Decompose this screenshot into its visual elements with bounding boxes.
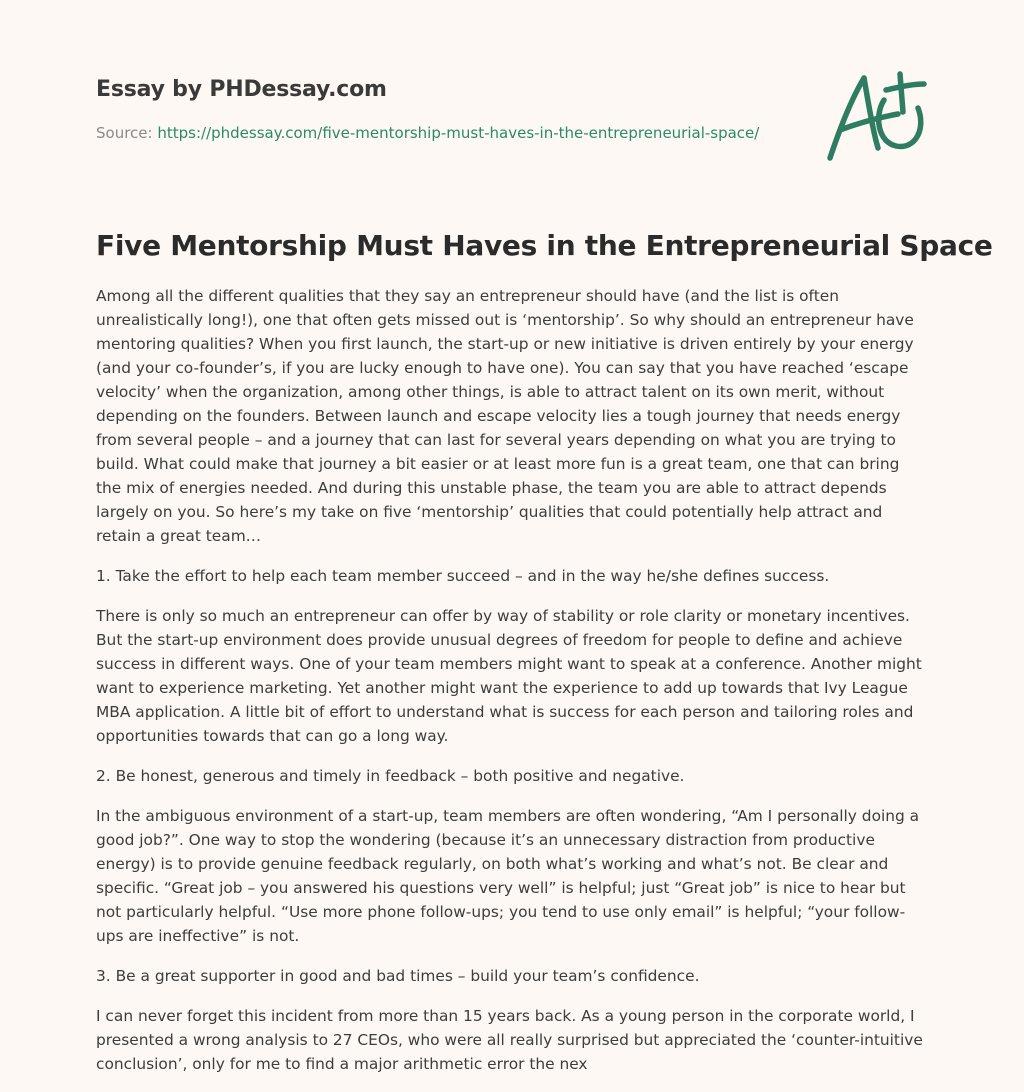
source-label: Source:: [96, 124, 153, 142]
essay-paragraph: I can never forget this incident from more than 15 years back. As a young person in the corporate world, I presented a wrong analysis to 27 CEOs, who were all really surprised but appreciated the ‘counter-intuitive conclusion’, only for me to find a major arithmetic error the nex: [96, 1007, 923, 1073]
essay-paragraph: There is only so much an entrepreneur can offer by way of stability or role clarity or monetary incentives. But the start-up environment does provide unusual degrees of freedom for people to define and achieve success in different ways. One of your team members might want to speak at a conference. Another might want to experience marketing. Yet another might want the experience to add up towards that Ivy League MBA application. A little bit of effort to understand what is success for each person and tailoring roles and opportunities towards that can go a long way.: [96, 607, 922, 745]
essay-content: [96, 284, 928, 1092]
essay-title: Five Mentorship Must Haves in the Entrepreneurial Space: [96, 229, 993, 262]
essay-paragraph: 1. Take the effort to help each team member succeed – and in the way he/she defines success.: [96, 567, 830, 585]
source-link[interactable]: https://phdessay.com/five-mentorship-must-haves-in-the-entrepreneurial-space/: [157, 124, 760, 142]
essay-paragraph: In the ambiguous environment of a start-up, team members are often wondering, “Am I personally doing a good job?”. One way to stop the wondering (because it’s an unnecessary distraction from productive energy) is to provide genuine feedback regularly, on both what’s working and what’s not. Be clear and specific. “Great job – you answered his questions very well” is helpful; just “Great job” is nice to hear but not particularly helpful. “Use more phone follow-ups; you tend to use only email” is helpful; “your follow-ups are ineffective” is not.: [96, 807, 920, 945]
essay-paragraph: 3. Be a great supporter in good and bad times – build your team’s confidence.: [96, 967, 700, 985]
essay-paragraph: 2. Be honest, generous and timely in feedback – both positive and negative.: [96, 767, 685, 785]
essay-paragraph: Among all the different qualities that they say an entrepreneur should have (and the list is often unrealistically long!), one that often gets missed out is ‘mentorship’. So why should an entrepreneur have mentoring qualities? When you first launch, the start-up or new initiative is driven entirely by your energy (and your co-founder’s, if you are lucky enough to have one). You can say that you have reached ‘escape velocity’ when the organization, among other things, is able to attract talent on its own merit, without depending on the founders. Between launch and escape velocity lies a tough journey that needs energy from several people – and a journey that can last for several years depending on what you are trying to build. What could make that journey a bit easier or at least more fun is a great team, one that can bring the mix of energies needed. And during this unstable phase, the team you are able to attract depends largely on you. So here’s my take on five ‘mentorship’ qualities that could potentially help attract and retain a great team…: [96, 287, 914, 545]
a-plus-logo-icon: [822, 66, 930, 166]
source-line: [96, 122, 759, 144]
site-title: Essay by PHDessay.com: [96, 77, 387, 102]
